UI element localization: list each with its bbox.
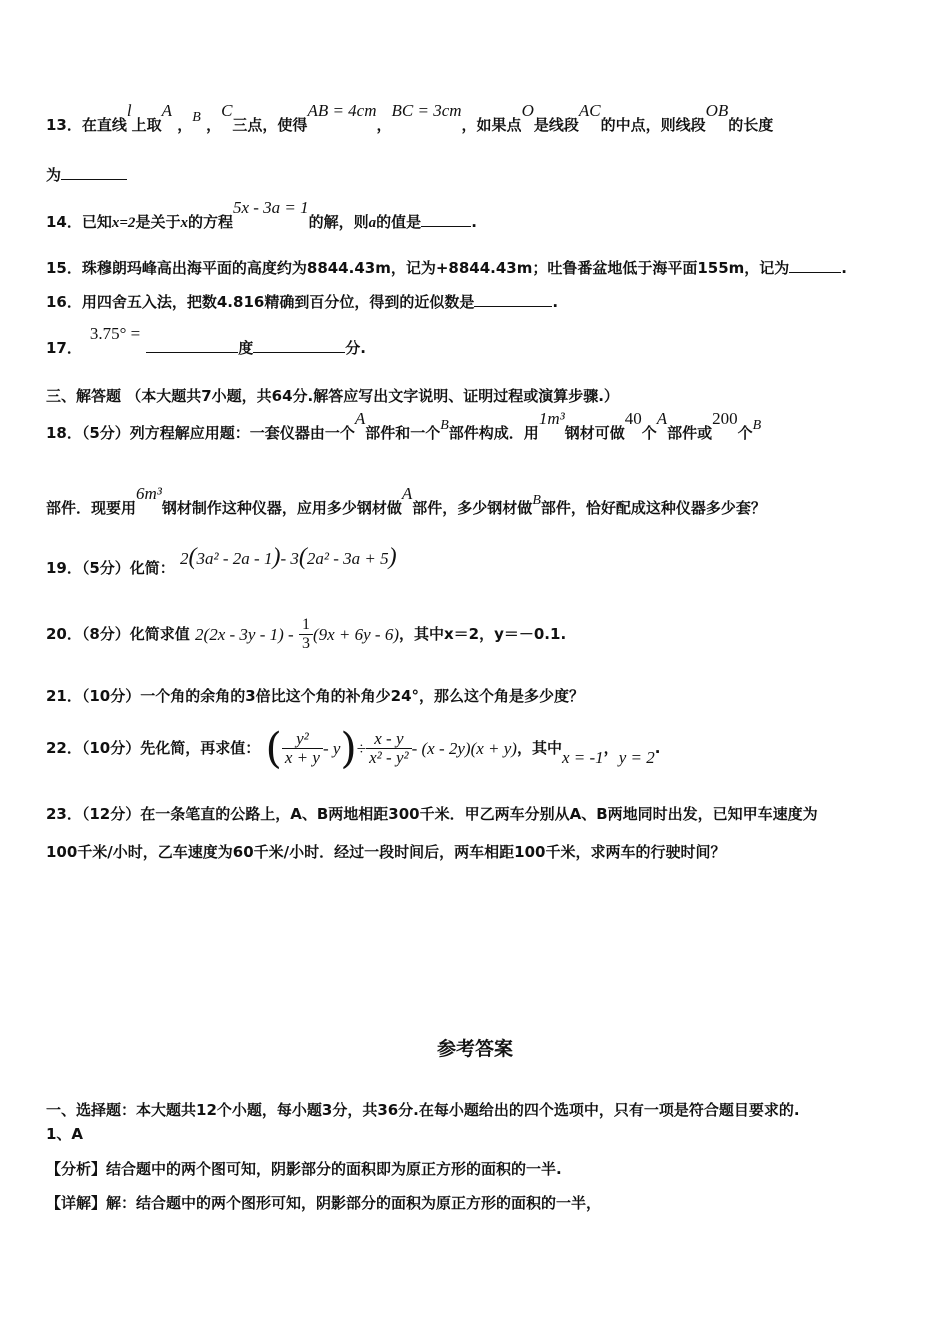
- answer-1: [46, 1124, 83, 1144]
- q22-f1n: y²: [282, 730, 323, 749]
- q22-f2n: x - y: [366, 730, 411, 749]
- answer-blank[interactable]: [61, 165, 127, 180]
- q13-sep2: ，: [206, 116, 222, 134]
- q18-b2: B: [752, 418, 762, 433]
- answer-blank-minute[interactable]: [253, 338, 345, 353]
- q15-end: .: [841, 259, 847, 277]
- question-14: [46, 198, 477, 233]
- q22-label: 22．（10分）先化简，再求值：: [46, 739, 261, 757]
- q14-mid1: 是关于: [135, 213, 181, 231]
- q23-line1: 23．（12分）在一条笔直的公路上，A、B两地相距300千米．甲乙两车分别从A、B两地同时出发，已知甲车速度为: [46, 805, 818, 823]
- question-21: [46, 686, 584, 706]
- q20-num: 1: [299, 616, 313, 635]
- q23-line2: 100千米/小时，乙车速度为60千米/小时．经过一段时间后，两车相距100千米，求两车的行驶时间？: [46, 843, 726, 861]
- q14-var-x: x: [180, 215, 188, 231]
- answers-section-1: [46, 1100, 800, 1120]
- q18-t2: 部件和一个: [365, 424, 441, 442]
- q22-end: .: [654, 739, 661, 757]
- answer-blank[interactable]: [421, 212, 471, 227]
- q22-f1d: x + y: [284, 748, 320, 767]
- q17-unit1: 度: [238, 339, 254, 357]
- q19-expr1: 2: [180, 549, 189, 568]
- q22-comma: ，: [603, 739, 619, 757]
- question-16: [46, 292, 558, 312]
- q19-expression: 2(3a² - 2a - 1)- 3(2a² - 3a + 5): [180, 544, 397, 570]
- q20-pre: 2(2x - 3y - 1) -: [195, 624, 294, 644]
- q13-sep1: ，: [177, 116, 193, 134]
- detail-tag: 【详解】: [46, 1194, 107, 1212]
- q16-text: 16．用四舍五入法，把数4.816精确到百分位，得到的近似数是: [46, 293, 475, 311]
- q13-mid2: 三点，使得: [232, 116, 308, 134]
- q13-var-a: A: [161, 101, 173, 120]
- q18-m1: 1m³: [538, 409, 565, 428]
- q18-n200: 200: [712, 409, 738, 428]
- q13-var-o: O: [521, 101, 534, 120]
- question-22: 22．（10分）先化简，再求值： ( $\frac{\text{y²}}{x + y}$ - y)÷ $\frac{x - y}{\text{x² - y²}}$ - (x - 2y)(x + y)，其中x = -1，y = 2.: [46, 723, 661, 773]
- section-3-header: [46, 386, 619, 406]
- q19-label: 19．（5分）化简：: [46, 559, 175, 577]
- q13-var-l: l: [126, 101, 132, 120]
- q18-a3: A: [401, 484, 413, 503]
- q18-l2c: 部件，多少钢材做: [412, 499, 533, 517]
- q17-expr: 3.75° =: [89, 324, 141, 343]
- q15-text: 15．珠穆朗玛峰高出海平面的高度约为8844.43m，记为+8844.43m；吐鲁番盆地低于海平面155m，记为: [46, 259, 790, 277]
- q13-var-ob: OB: [705, 101, 729, 120]
- q18-b3: B: [532, 493, 541, 508]
- q22-fraction-2: [366, 730, 411, 767]
- q14-var-a: a: [368, 215, 377, 231]
- answer-blank[interactable]: [789, 258, 841, 273]
- question-19: [46, 544, 397, 578]
- q22-f2d: x² - y²: [369, 748, 409, 767]
- analysis-tag: 【分析】: [46, 1160, 107, 1178]
- answer-1-text: 1、A: [46, 1125, 84, 1143]
- q13-mid4: 是线段: [533, 116, 579, 134]
- q13-mid3: ，如果点: [461, 116, 522, 134]
- question-20: [46, 612, 566, 657]
- q13-prefix: 13．在直线: [46, 116, 127, 134]
- q19-expr4: 2a² - 3a + 5: [306, 549, 389, 568]
- q18-t6: 部件或: [667, 424, 713, 442]
- q18-n40: 40: [624, 409, 642, 428]
- q20-post: (9x + 6y - 6): [312, 624, 399, 644]
- q13-var-c: C: [221, 101, 233, 120]
- answer-blank-degree[interactable]: [146, 338, 238, 353]
- q14-cond: x=2: [111, 215, 136, 231]
- question-13-line2: [46, 165, 127, 185]
- question-18-line2: [46, 484, 766, 520]
- q14-equation: 5x - 3a = 1: [232, 198, 309, 217]
- q13-line2: 为: [46, 166, 62, 184]
- q18-a1: A: [354, 409, 366, 428]
- q22-mid: ，其中: [516, 739, 562, 757]
- q22-fraction-1: [282, 730, 323, 767]
- q16-end: .: [552, 293, 559, 311]
- q17-unit2: 分.: [345, 339, 366, 357]
- answer-analysis: [46, 1159, 562, 1179]
- q13-var-ac: AC: [578, 101, 601, 120]
- q13-eq1: AB = 4cm: [307, 101, 377, 120]
- q13-mid5: 的中点，则线段: [600, 116, 706, 134]
- q18-t7: 个: [737, 424, 753, 442]
- q14-suffix: 的值是: [376, 213, 422, 231]
- question-17: [46, 324, 366, 358]
- answer-blank[interactable]: [474, 292, 552, 307]
- q22-yv: y = 2: [618, 748, 655, 767]
- q22-xv: x = -1: [561, 748, 604, 767]
- q17-num: 17．: [46, 339, 82, 357]
- q18-t4: 钢材可做: [564, 424, 625, 442]
- q18-t1: 18．（5分）列方程解应用题：一套仪器由一个: [46, 424, 355, 442]
- question-13: [46, 101, 774, 137]
- q18-l2a: 部件．现要用: [46, 499, 137, 517]
- q14-prefix: 14．已知: [46, 213, 112, 231]
- q18-t3: 部件构成．用: [448, 424, 539, 442]
- answers-section1-text: 一、选择题：本大题共12个小题，每小题3分，共36分.在每小题给出的四个选项中，只有一项是符合题目要求的.: [46, 1101, 800, 1119]
- question-18: [46, 409, 762, 445]
- q18-b1: B: [440, 418, 449, 433]
- q13-var-b: B: [192, 110, 201, 125]
- analysis-text: 结合题中的两个图可知，阴影部分的面积即为原正方形的面积的一半.: [106, 1160, 562, 1178]
- q18-l2d: 部件，恰好配成这种仪器多少套？: [540, 499, 766, 517]
- q13-sep3: ，: [376, 116, 392, 134]
- q20-den: 3: [301, 635, 310, 652]
- q18-l2b: 钢材制作这种仪器，应用多少钢材做: [161, 499, 402, 517]
- q20-label: 20．（8分）化简求值: [46, 625, 190, 643]
- section-3-text: 三、解答题 （本大题共7小题，共64分.解答应写出文字说明、证明过程或演算步骤.）: [46, 387, 619, 405]
- q13-eq2: BC = 3cm: [391, 101, 462, 120]
- q22-minus-y: - y: [322, 738, 341, 758]
- q19-expr3: - 3: [280, 549, 299, 568]
- q18-m6: 6m³: [136, 484, 162, 503]
- q18-t5: 个: [641, 424, 657, 442]
- q22-div: ÷: [356, 738, 367, 758]
- q13-mid1: 上取: [131, 116, 162, 134]
- answer-detail: [46, 1193, 601, 1213]
- q14-end: .: [471, 213, 477, 231]
- q14-mid2: 的方程: [187, 213, 233, 231]
- q22-tail: - (x - 2y)(x + y): [411, 738, 517, 758]
- q18-a2: A: [656, 409, 668, 428]
- q21-text: 21．（10分）一个角的余角的3倍比这个角的补角少24°，那么这个角是多少度？: [46, 687, 585, 705]
- detail-text: 解：结合题中的两个图形可知，阴影部分的面积为原正方形的面积的一半，: [106, 1194, 602, 1212]
- answers-title: 参考答案: [436, 1038, 513, 1060]
- question-23-line2: [46, 842, 725, 862]
- question-23: [46, 804, 818, 824]
- question-15: [46, 258, 847, 278]
- q19-expr2: 3a² - 2a - 1: [196, 549, 273, 568]
- q20-fraction: [299, 616, 313, 653]
- q13-suffix: 的长度: [728, 116, 774, 134]
- q14-mid3: 的解，则: [308, 213, 369, 231]
- q20-suffix: ，其中x＝2，y＝－0.1.: [398, 625, 567, 643]
